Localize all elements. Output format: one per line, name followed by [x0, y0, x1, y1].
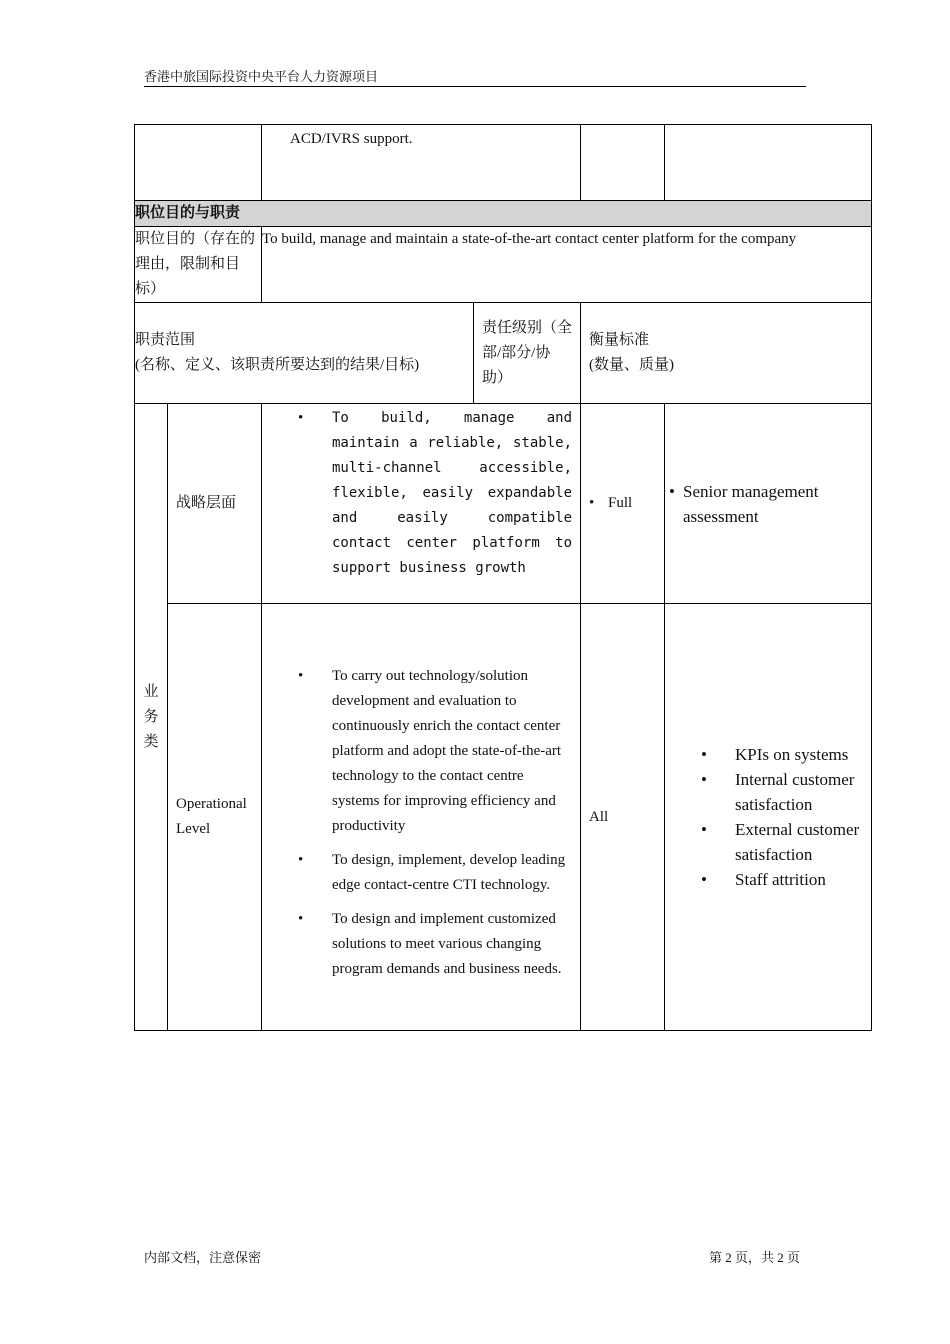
measure-label-cell	[581, 303, 872, 404]
operational-measure-item: • Internal customer satisfaction	[735, 767, 863, 817]
operational-duty-list	[262, 644, 580, 982]
purpose-row	[135, 227, 872, 303]
continuation-empty-cell-2	[581, 125, 665, 201]
measure-subtitle: (数量、质量)	[589, 357, 675, 373]
operational-measures-cell	[665, 604, 872, 1031]
purpose-label: 职位目的（存在的理由，限制和目标）	[135, 227, 262, 303]
section-title: 职位目的与职责	[135, 201, 872, 227]
strategic-level: Full	[608, 495, 633, 511]
strategic-row	[135, 404, 872, 604]
operational-duty-item: • To design and implement customized solutions to meet various changing program demands and business needs.	[332, 907, 572, 982]
strategic-duty-item: • To build, manage and maintain a reliable, stable, multi-channel accessible, flexible, easily expandable and easily compatible contact center platform to support business growth	[332, 406, 572, 581]
continuation-empty-cell-3	[665, 125, 872, 201]
operational-name: Operational Level	[168, 604, 262, 1031]
strategic-measure: Senior management assessment	[683, 481, 819, 526]
operational-measure-item: • External customer satisfaction	[735, 817, 863, 867]
continuation-text-cell	[262, 125, 581, 201]
strategic-level-cell: • Full	[581, 404, 665, 604]
operational-level: All	[581, 604, 665, 1031]
category-label: 业务类	[143, 683, 159, 750]
page-header: 香港中旅国际投资中央平台人力资源项目	[144, 66, 806, 87]
strategic-name: 战略层面	[168, 404, 262, 604]
purpose-text: To build, manage and maintain a state-of-the-art contact center platform for the company	[262, 227, 872, 303]
operational-measure-list	[665, 742, 871, 892]
continuation-row	[135, 125, 872, 201]
job-description-table	[134, 124, 872, 1031]
operational-duty-item: • To carry out technology/solution development and evaluation to continuously enrich the contact center platform and adopt the state-of-the-art technology to the contact centre systems for improving efficiency and productivity	[332, 664, 572, 839]
operational-measure-item: • KPIs on systems	[735, 742, 863, 767]
scope-header-row	[135, 303, 872, 404]
operational-duty-item: • To design, implement, develop leading edge contact-centre CTI technology.	[332, 848, 572, 898]
footer-page-number: 第 2 页，共 2 页	[709, 1250, 801, 1265]
strategic-duty-list	[262, 404, 580, 581]
scope-title: 职责范围	[135, 332, 196, 348]
continuation-text: ACD/IVRS support.	[290, 131, 413, 147]
strategic-measure-cell: • Senior management assessment	[665, 404, 872, 604]
operational-row	[135, 604, 872, 1031]
strategic-duties-cell	[262, 404, 581, 604]
measure-title: 衡量标准	[589, 332, 650, 348]
footer-confidential: 内部文档，注意保密	[144, 1250, 262, 1265]
operational-duties-cell	[262, 604, 581, 1031]
operational-measure-item: • Staff attrition	[735, 867, 863, 892]
scope-label-cell	[135, 303, 474, 404]
scope-subtitle: (名称、定义、该职责所要达到的结果/目标)	[135, 357, 420, 373]
category-cell	[135, 404, 168, 1031]
level-label: 责任级别（全部/部分/协助）	[474, 303, 581, 404]
continuation-empty-cell	[135, 125, 262, 201]
